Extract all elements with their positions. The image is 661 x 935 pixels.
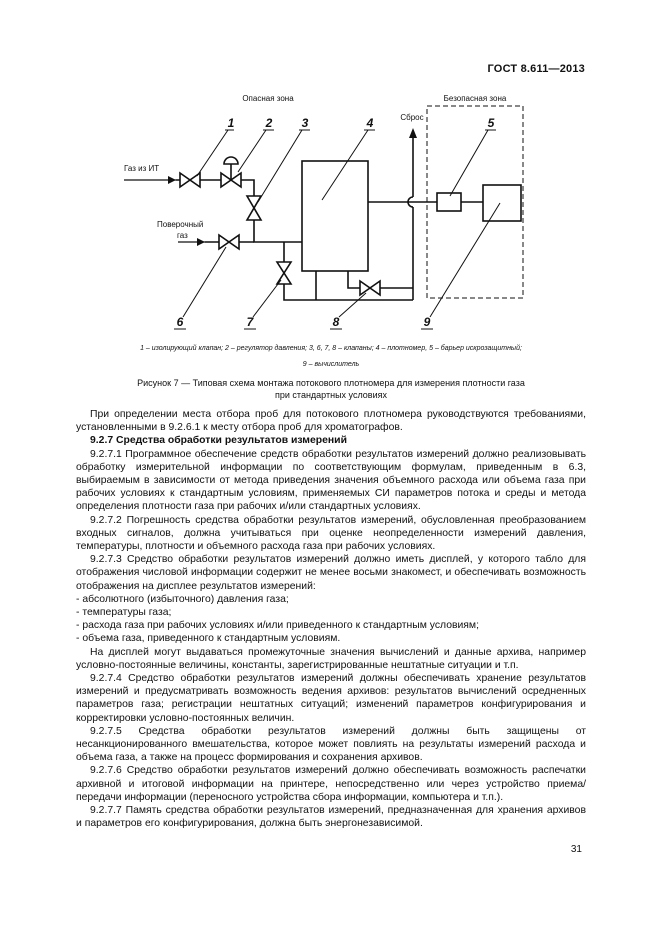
paragraph: 9.2.7.6 Средство обработки результатов измерений должно обеспечивать возможность распечатки архивной и итоговой информации на принтере, непосредственно или через устройство приема/передачи информации (переносного устройства сбора информации, компьютера и т.п.). <box>76 765 586 803</box>
legend-line-1: 1 – изолирующий клапан; 2 – регулятор давления; 3, 6, 7, 8 – клапаны; 4 – плотномер, 5 – барьер искрозащитный; <box>140 345 522 352</box>
caption-line-2: при стандартных условиях <box>275 390 387 400</box>
valve-8-icon <box>360 281 380 295</box>
list-item: - расхода газа при рабочих условиях и/или приведенного к стандартным условиям; <box>76 620 479 632</box>
valve-7-icon <box>277 262 291 284</box>
gas-inlet-arrow <box>168 176 176 184</box>
verify-gas-label-2: газ <box>177 231 188 240</box>
caption-line-1: Рисунок 7 — Типовая схема монтажа потокового плотномера для измерения плотности газа <box>137 378 525 388</box>
section-heading: 9.2.7 Средства обработки результатов измерений <box>90 435 347 447</box>
callout-6: 6 <box>176 315 184 329</box>
body-text <box>76 408 586 831</box>
list-item: - объема газа, приведенного к стандартным условиям. <box>76 633 341 645</box>
paragraph: 9.2.7.1 Программное обеспечение средств обработки результатов измерений должно реализовывать обработку измерительной информации по соответствующим формулам, приведенным в 6.3, выбираемым в зависимости от метода приведения значения объемного расхода или объема газа при рабочих условиях к стандартным условиям, применяемых СИ параметров потока и среды и метода определения плотности газа при рабочих и/или стандартных условиях. <box>76 448 586 513</box>
callout-8: 8 <box>332 315 340 329</box>
callout-7: 7 <box>246 315 254 329</box>
paragraph: 9.2.7.7 Память средства обработки результатов измерений, предназначенная для хранения архивов и параметров его конфигурирования, должна быть энергонезависимой. <box>76 805 586 830</box>
standard-header: ГОСТ 8.611—2013 <box>487 63 585 75</box>
spark-barrier-block <box>437 193 461 211</box>
safe-zone-label: Безопасная зона <box>443 94 507 103</box>
callout-2: 2 <box>265 116 273 130</box>
paragraph: 9.2.7.5 Средства обработки результатов измерений должны быть защищены от несанкционированного вмешательства, которое может повлиять на результаты измерений расхода и объема газа, а также на процесс формирования и сохранения архивов. <box>76 725 586 764</box>
verify-gas-arrow <box>197 238 205 246</box>
installation-diagram <box>0 0 661 340</box>
figure-caption <box>76 377 586 401</box>
pipe-main <box>241 180 302 242</box>
paragraph: 9.2.7.3 Средство обработки результатов измерений должно иметь дисплей, у которого табло для отображения числовой информации содержит не менее восьми знакомест, и обеспечивать возможность отображения на дисплее результатов измерений: <box>76 554 586 592</box>
paragraph: 9.2.7.4 Средство обработки результатов измерений должны обеспечивать хранение результатов измерений и предусматривать возможность ведения архивов: результатов вычислений осредненных параметров газа; регистрации нештатных ситуаций; изменений параметров конфигурирования и корректировки условно-постоянных величин. <box>76 673 586 724</box>
verify-gas-label-1: Поверочный <box>157 220 204 229</box>
danger-zone-label: Опасная зона <box>242 94 294 103</box>
paragraph: При определении места отбора проб для потокового плотномера руководствуются требованиями, установленными в 9.2.6.1 к месту отбора проб для хроматографов. <box>76 409 586 434</box>
figure-legend <box>76 341 586 373</box>
list-item: - температуры газа; <box>76 607 172 619</box>
callout-5: 5 <box>487 116 495 130</box>
paragraph: 9.2.7.2 Погрешность средства обработки результатов измерений, обусловленная преобразованием входных сигналов, должна учитываться при оценке неопределенности измерений давления, температуры, плотности и объемного расхода газа при рабочих условиях. <box>76 514 586 553</box>
page-number: 31 <box>570 844 582 855</box>
vent-arrow <box>409 128 417 138</box>
valve-1-icon <box>180 173 200 187</box>
paragraph: На дисплей могут выдаваться промежуточные значения вычислений и данные архива, например условно-постоянные величины, константы, зарегистрированные нештатные ситуации и т.п. <box>76 646 586 671</box>
list-item: - абсолютного (избыточного) давления газа; <box>76 593 289 605</box>
callout-3: 3 <box>301 116 309 130</box>
callout-1: 1 <box>227 116 235 130</box>
legend-line-2: 9 – вычислитель <box>302 361 360 368</box>
densitometer-block <box>302 161 368 271</box>
callout-9: 9 <box>423 315 431 329</box>
gas-inlet-label: Газ из ИТ <box>124 164 160 173</box>
flow-computer-block <box>483 185 521 221</box>
vent-label: Сброс <box>400 113 424 122</box>
valve-6-icon <box>219 235 239 249</box>
callout-4: 4 <box>366 116 374 130</box>
